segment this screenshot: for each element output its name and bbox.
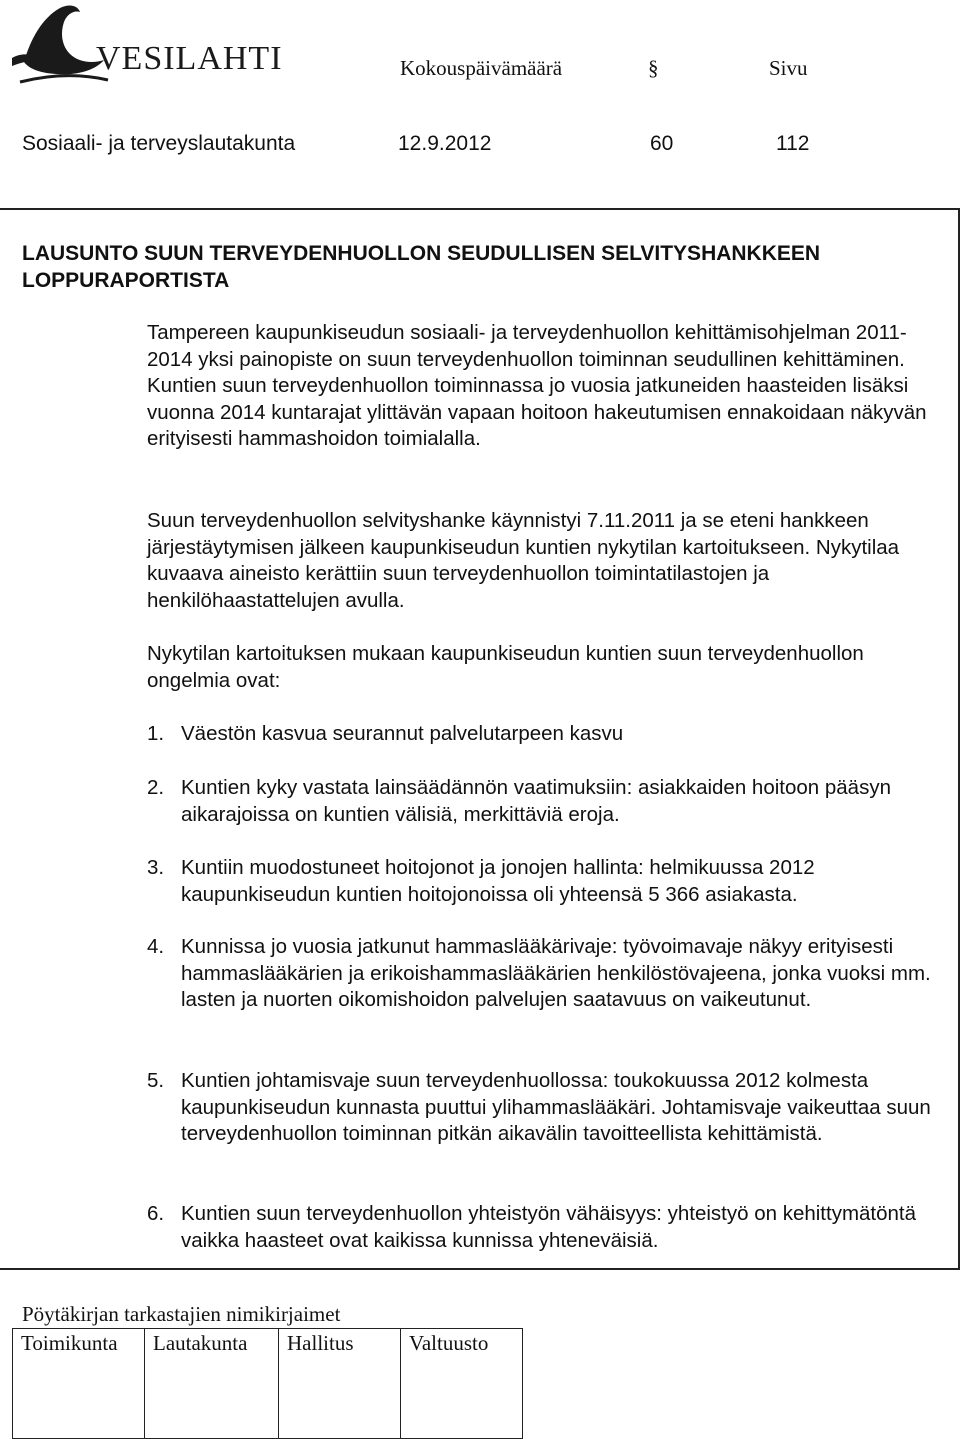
page-label: Sivu [769, 56, 808, 80]
signature-table [12, 1328, 523, 1439]
title-line-1: LAUSUNTO SUUN TERVEYDENHUOLLON SEUDULLISEN SELVITYSHANKKEEN [22, 242, 821, 265]
list-item-text: Kuntien suun terveydenhuollon yhteistyön vähäisyys: yhteistyö on kehittymätöntä vaikka haasteet ovat kaikissa kunnissa yhteneväisiä. [181, 1202, 917, 1252]
list-item-text: Kunnissa jo vuosia jatkunut hammaslääkärivaje: työvoimavaje näkyy erityisesti hammaslääkärien ja erikoishammaslääkärien henkilöstövajeena, jonka vuoksi mm. lasten ja nuorten oikomishoidon palvelujen saatavuus on vaikeutunut. [181, 935, 931, 1011]
list-item-number: 1. [147, 722, 165, 745]
signature-cell-lautakunta: Lautakunta [145, 1329, 279, 1439]
section-mark: § [648, 56, 659, 80]
list-item-number: 2. [147, 776, 165, 799]
list-item-number: 4. [147, 935, 165, 958]
page-number: 112 [776, 132, 810, 155]
committee-name: Sosiaali- ja terveyslautakunta [22, 132, 296, 155]
section-number: 60 [650, 132, 674, 155]
list-item-text: Kuntien johtamisvaje suun terveydenhuollossa: toukokuussa 2012 kolmesta kaupunkiseudun kunnasta puuttui ylihammaslääkäri. Johtamisvaje vaikeuttaa suun terveydenhuollon toiminnan pitkän aikavälin tavoitteellista kehittämistä. [181, 1069, 931, 1145]
signature-cell-valtuusto: Valtuusto [401, 1329, 523, 1439]
list-item-text: Kuntiin muodostuneet hoitojonot ja jonojen hallinta: helmikuussa 2012 kaupunkiseudun kuntien hoitojonoissa oli yhteensä 5 366 asiakasta. [181, 856, 815, 906]
signature-cell-toimikunta: Toimikunta [13, 1329, 145, 1439]
signature-cell-hallitus: Hallitus [279, 1329, 401, 1439]
title-line-2: LOPPURAPORTISTA [22, 269, 230, 292]
paragraph-problems-intro: Nykytilan kartoituksen mukaan kaupunkiseudun kuntien suun terveydenhuollon ongelmia ovat: [147, 642, 864, 692]
list-item-number: 6. [147, 1202, 165, 1225]
paragraph-intro: Tampereen kaupunkiseudun sosiaali- ja terveydenhuollon kehittämisohjelman 2011-2014 yksi painopiste on suun terveydenhuollon toiminnan seudullinen kehittäminen. Kuntien suun terveydenhuollon toiminnassa jo vuosia jatkuneiden haasteiden lisäksi vuonna 2014 kuntarajat ylittävän vapaan hoitoon hakeutumisen ennakoidaan näkyvän erityisesti hammashoidon toimialalla. [147, 321, 927, 450]
list-item-number: 3. [147, 856, 165, 879]
list-item-text: Väestön kasvua seurannut palvelutarpeen kasvu [181, 722, 624, 745]
list-item-number: 5. [147, 1069, 165, 1092]
list-item-text: Kuntien kyky vastata lainsäädännön vaatimuksiin: asiakkaiden hoitoon pääsyn aikarajoissa on kuntien välisiä, merkittäviä eroja. [181, 776, 891, 826]
meeting-date-label: Kokouspäivämäärä [400, 56, 563, 80]
meeting-date: 12.9.2012 [398, 132, 492, 155]
logo-wordmark: VESILAHTI [96, 40, 283, 77]
signatures-label: Pöytäkirjan tarkastajien nimikirjaimet [22, 1302, 341, 1326]
paragraph-project: Suun terveydenhuollon selvityshanke käynnistyi 7.11.2011 ja se eteni hankkeen järjestäytymisen jälkeen kaupunkiseudun kuntien nykytilan kartoitukseen. Nykytilaa kuvaava aineisto kerättiin suun terveydenhuollon toimintatilastojen ja henkilöhaastattelujen avulla. [147, 509, 900, 612]
document-title [22, 240, 942, 294]
